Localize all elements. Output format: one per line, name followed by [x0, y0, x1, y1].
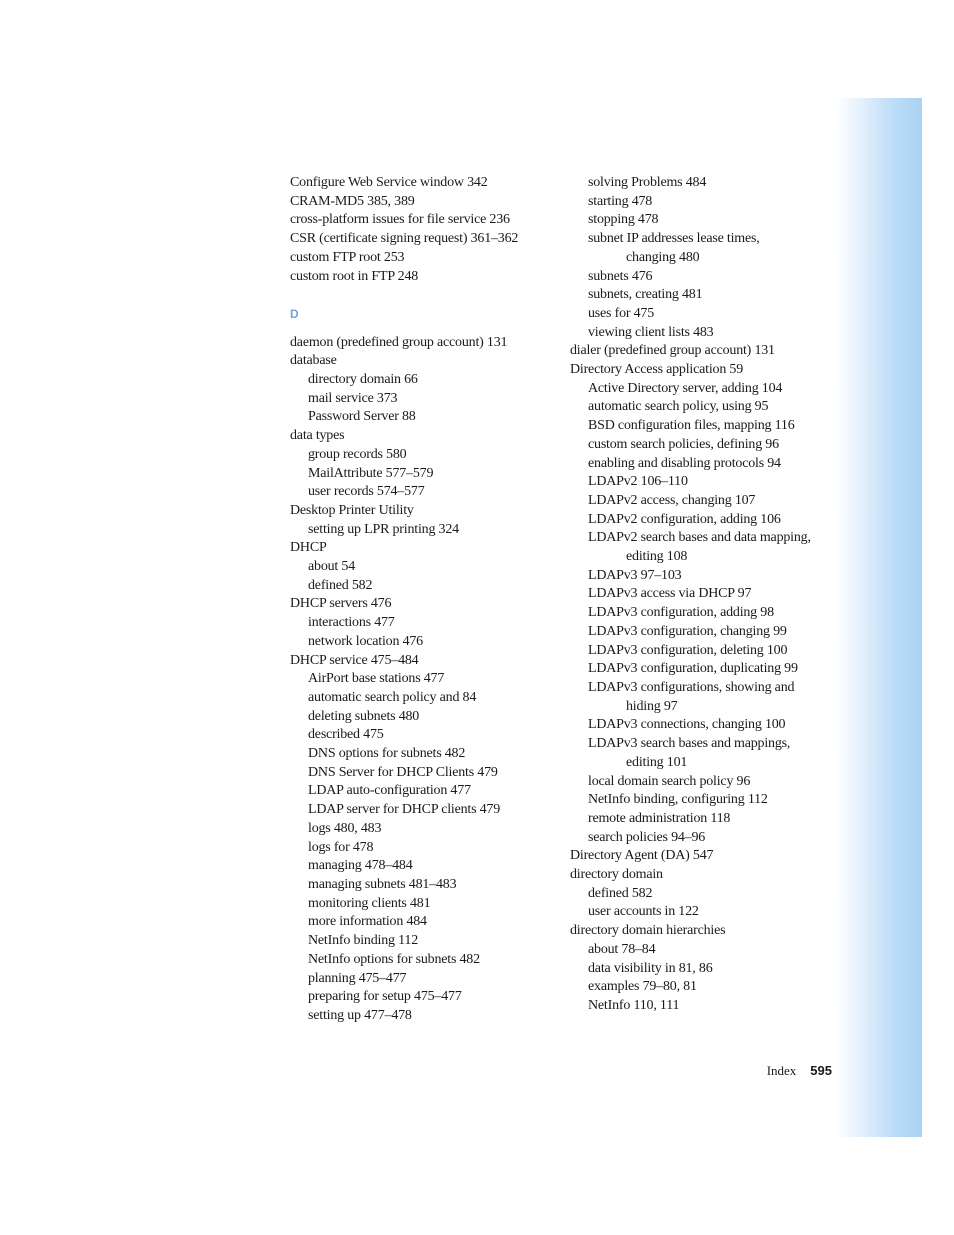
index-entry: database: [290, 353, 337, 369]
index-subentry: user records 574–577: [308, 484, 425, 500]
index-entry: Desktop Printer Utility: [290, 502, 414, 518]
index-subentry: user accounts in 122: [588, 904, 699, 920]
index-subentry: viewing client lists 483: [588, 324, 714, 340]
index-subentry: LDAPv2 configuration, adding 106: [588, 511, 781, 527]
index-subentry: Active Directory server, adding 104: [588, 380, 783, 396]
section-letter: D: [290, 306, 299, 321]
index-entry: dialer (predefined group account) 131: [570, 343, 775, 359]
index-subentry: starting 478: [588, 193, 653, 209]
index-subentry: custom search policies, defining 96: [588, 436, 779, 452]
index-subentry: DNS options for subnets 482: [308, 746, 466, 762]
index-entry: directory domain: [570, 867, 663, 883]
index-subentry: LDAPv3 configuration, deleting 100: [588, 642, 788, 658]
index-subentry: LDAPv2 106–110: [588, 474, 688, 490]
index-subentry: defined 582: [308, 577, 373, 593]
index-subentry: remote administration 118: [588, 810, 731, 826]
entries-continued: [290, 174, 550, 286]
section-gap: [290, 286, 550, 305]
entries-section-d: [290, 334, 550, 1026]
index-subentry: MailAttribute 577–579: [308, 465, 434, 481]
index-subentry: data visibility in 81, 86: [588, 960, 713, 976]
index-entry: Directory Agent (DA) 547: [570, 848, 714, 864]
index-subentry: LDAPv3 access via DHCP 97: [588, 586, 752, 602]
thumb-tab: [836, 98, 922, 1137]
index-subentry: defined 582: [588, 885, 653, 901]
index-subentry: BSD configuration files, mapping 116: [588, 418, 795, 434]
index-entry: cross-platform issues for file service 236: [290, 212, 510, 228]
index-entry: Configure Web Service window 342: [290, 175, 488, 190]
index-subentry: LDAPv3 connections, changing 100: [588, 717, 786, 733]
index-subentry: preparing for setup 475–477: [308, 989, 462, 1005]
index-subentry: described 475: [308, 727, 384, 743]
index-subentry: LDAPv3 configuration, duplicating 99: [588, 661, 798, 677]
index-subentry: NetInfo binding, configuring 112: [588, 792, 768, 808]
index-subentry: network location 476: [308, 633, 423, 649]
index-continuation: editing 108: [626, 549, 688, 565]
index-subentry: local domain search policy 96: [588, 773, 751, 789]
index-subentry: DNS Server for DHCP Clients 479: [308, 764, 498, 780]
index-subentry: logs for 478: [308, 839, 374, 855]
index-entry: custom FTP root 253: [290, 249, 405, 265]
index-subentry: about 78–84: [588, 941, 656, 957]
index-subentry: planning 475–477: [308, 970, 407, 986]
index-subentry: LDAPv2 access, changing 107: [588, 492, 756, 508]
index-subentry: managing subnets 481–483: [308, 877, 457, 892]
index-entry: DHCP service 475–484: [290, 652, 419, 668]
index-subentry: LDAPv3 configurations, showing and: [588, 679, 795, 695]
index-column-right: [570, 174, 830, 1016]
index-subentry: uses for 475: [588, 305, 655, 321]
index-subentry: LDAPv3 search bases and mappings,: [588, 736, 791, 752]
index-subentry: LDAPv3 configuration, adding 98: [588, 605, 774, 621]
index-subentry: subnet IP addresses lease times,: [588, 231, 760, 247]
index-subentry: mail service 373: [308, 390, 398, 406]
index-continuation: editing 101: [626, 754, 688, 770]
index-subentry: subnets, creating 481: [588, 287, 703, 303]
index-subentry: about 54: [308, 559, 356, 575]
index-subentry: Password Server 88: [308, 409, 416, 425]
index-entry: directory domain hierarchies: [570, 923, 726, 939]
index-subentry: automatic search policy, using 95: [588, 399, 769, 415]
footer-label: Index: [766, 1063, 797, 1078]
index-entry: CRAM-MD5 385, 389: [290, 193, 415, 209]
index-subentry: group records 580: [308, 446, 407, 462]
index-subentry: enabling and disabling protocols 94: [588, 455, 781, 471]
index-subentry: NetInfo 110, 111: [588, 997, 680, 1013]
index-entry: DHCP: [290, 540, 327, 556]
index-subentry: setting up LPR printing 324: [308, 521, 459, 537]
page-number: 595: [810, 1063, 832, 1078]
index-subentry: examples 79–80, 81: [588, 979, 697, 995]
index-subentry: stopping 478: [588, 212, 659, 228]
index-entry: custom root in FTP 248: [290, 268, 419, 284]
index-subentry: LDAPv3 configuration, changing 99: [588, 623, 787, 639]
index-subentry: subnets 476: [588, 268, 653, 284]
index-continuation: hiding 97: [626, 698, 678, 714]
index-subentry: monitoring clients 481: [308, 895, 431, 911]
index-subentry: setting up 477–478: [308, 1007, 412, 1023]
entries-right: [570, 174, 830, 1016]
index-subentry: AirPort base stations 477: [308, 671, 445, 687]
index-entry: data types: [290, 428, 345, 444]
index-subentry: managing 478–484: [308, 858, 413, 874]
index-subentry: search policies 94–96: [588, 829, 706, 845]
index-subentry: LDAP auto-configuration 477: [308, 783, 471, 799]
index-subentry: LDAP server for DHCP clients 479: [308, 802, 501, 818]
index-subentry: NetInfo binding 112: [308, 933, 418, 949]
index-entry: Directory Access application 59: [570, 362, 744, 378]
index-entry: CSR (certificate signing request) 361–362: [290, 231, 519, 247]
index-subentry: interactions 477: [308, 615, 395, 631]
index-subentry: LDAPv2 search bases and data mapping,: [588, 530, 811, 546]
index-subentry: more information 484: [308, 914, 427, 930]
index-continuation: changing 480: [626, 249, 700, 265]
index-subentry: LDAPv3 97–103: [588, 567, 682, 583]
index-subentry: deleting subnets 480: [308, 708, 420, 724]
page-footer: [767, 1063, 832, 1079]
index-subentry: NetInfo options for subnets 482: [308, 951, 480, 967]
index-subentry: directory domain 66: [308, 372, 418, 388]
index-entry: daemon (predefined group account) 131: [290, 334, 508, 350]
index-subentry: solving Problems 484: [588, 175, 707, 190]
index-subentry: automatic search policy and 84: [308, 689, 477, 705]
index-column-left: [290, 174, 550, 1026]
index-entry: DHCP servers 476: [290, 596, 392, 612]
index-subentry: logs 480, 483: [308, 820, 382, 836]
